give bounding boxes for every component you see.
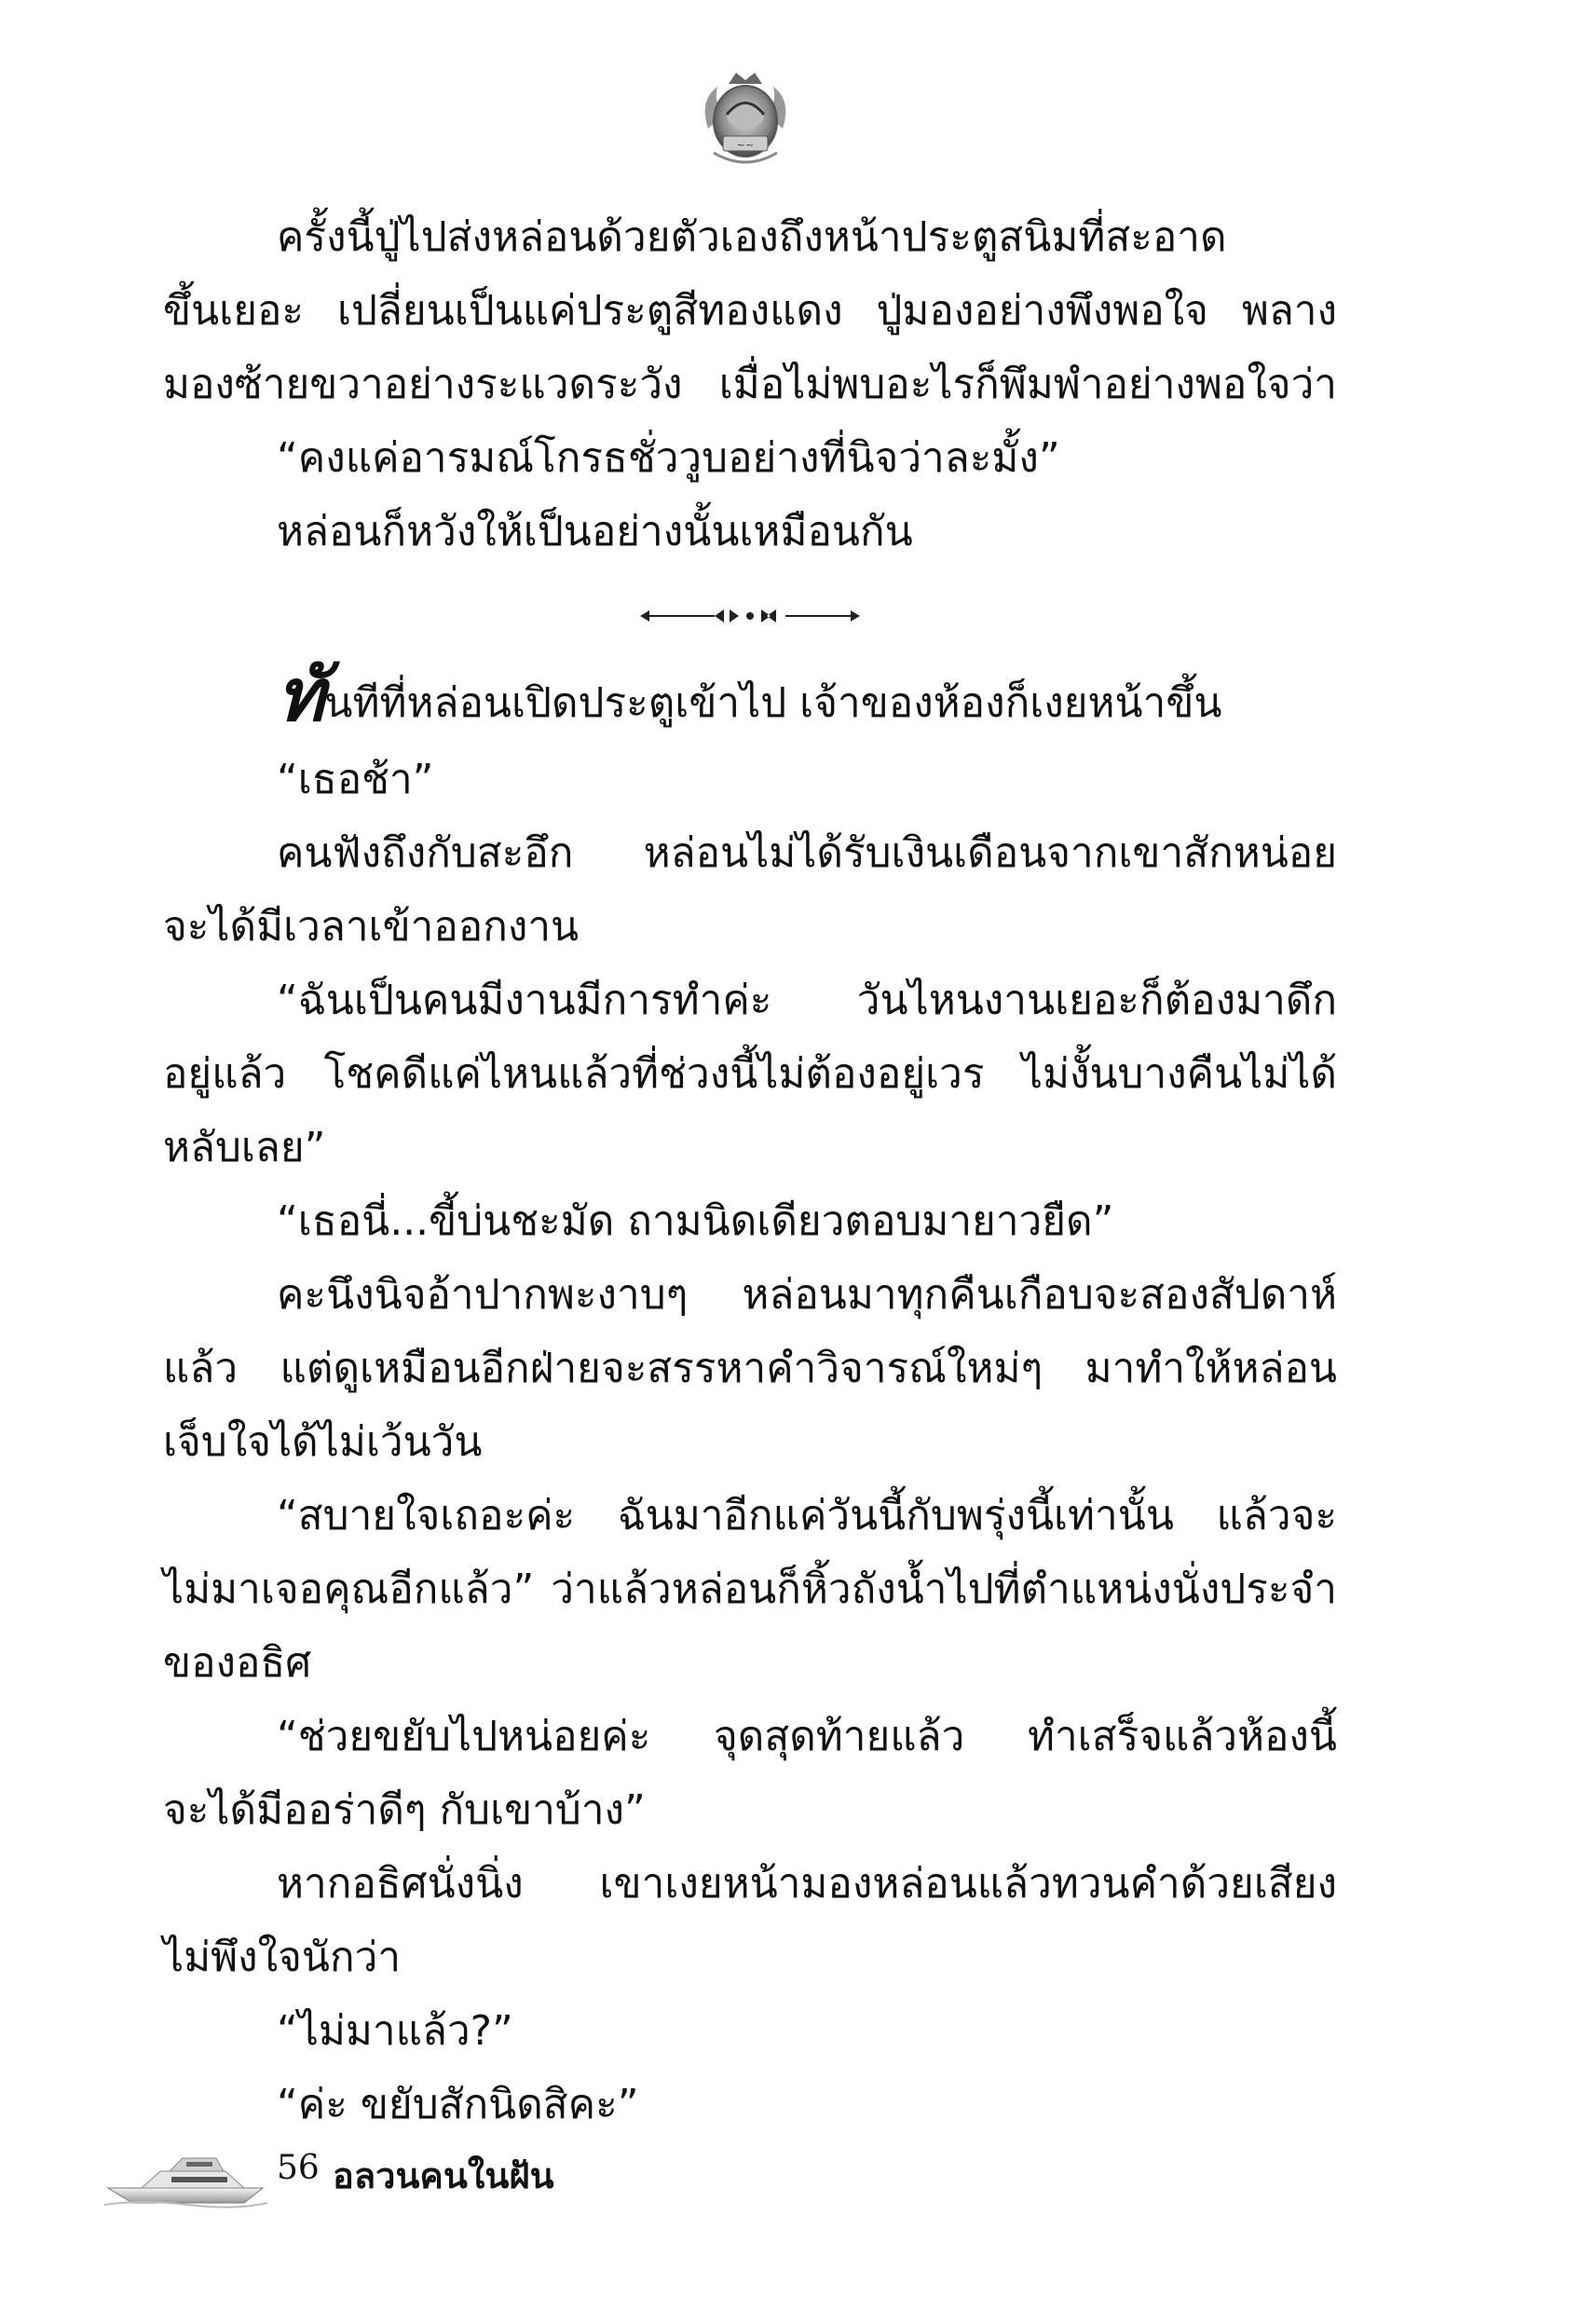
text-line: “ค่ะ ขยับสักนิดสิคะ” <box>277 2081 639 2128</box>
paragraph-block-2 <box>163 743 1337 2141</box>
drop-cap-letter: ทั <box>277 653 325 738</box>
paragraph-block-1 <box>163 200 1337 568</box>
text-line: ของอธิศ <box>163 1639 312 1687</box>
svg-text:~~: ~~ <box>736 139 755 151</box>
text-line: หากอธิศนั่งนิ่ง เขาเงยหน้ามองหล่อนแล้วทวนคำด้วยเสียง <box>277 1860 1337 1908</box>
ornament-divider <box>638 602 862 630</box>
text-line: อยู่แล้ว โชคดีแค่ไหนแล้วที่ช่วงนี้ไม่ต้องอยู่เวร ไม่งั้นบางคืนไม่ได้ <box>163 1050 1337 1098</box>
text-line: ครั้งนี้ปู่ไปส่งหล่อนด้วยตัวเองถึงหน้าประตูสนิมที่สะอาด <box>277 213 1227 261</box>
text-line: เจ็บใจได้ไม่เว้นวัน <box>163 1418 483 1466</box>
text-line: มองซ้ายขวาอย่างระแวดระวัง เมื่อไม่พบอะไรก็พึมพำอย่างพอใจว่า <box>163 361 1337 408</box>
text-line: หลับเลย” <box>163 1124 326 1171</box>
text-line: คะนึงนิจอ้าปากพะงาบๆ หล่อนมาทุกคืนเกือบจะสองสัปดาห์ <box>277 1271 1337 1319</box>
text-line: หล่อนก็หวังให้เป็นอย่างนั้นเหมือนกัน <box>277 508 913 555</box>
section-divider-row <box>163 568 1337 663</box>
text-line: จะได้มีเวลาเข้าออกงาน <box>163 903 580 950</box>
body-text <box>163 200 1337 2141</box>
text-line: “เธอช้า” <box>277 756 434 803</box>
text-line: “สบายใจเถอะค่ะ ฉันมาอีกแค่วันนี้กับพรุ่งนี้เท่านั้น แล้วจะ <box>277 1492 1337 1539</box>
text-line: ไม่มาเจอคุณอีกแล้ว” ว่าแล้วหล่อนก็หิ้วถังน้ำไปที่ตำแหน่งนั่งประจำ <box>163 1566 1337 1613</box>
text-line: “ช่วยขยับไปหน่อยค่ะ จุดสุดท้ายแล้ว ทำเสร็จแล้วห้องนี้ <box>277 1713 1337 1760</box>
text-line: คนฟังถึงกับสะอึก หล่อนไม่ได้รับเงินเดือนจากเขาสักหน่อย <box>277 829 1337 877</box>
text-line: “คงแค่อารมณ์โกรธชั่ววูบอย่างที่นิจว่าละมั้ง” <box>277 434 1060 482</box>
book-title: อลวนคนในฝัน <box>333 2155 554 2196</box>
text-line: ขึ้นเยอะ เปลี่ยนเป็นแค่ประตูสีทองแดง ปู่มองอย่างพึงพอใจ พลาง <box>163 287 1337 335</box>
text-line: ไม่พึงใจนักว่า <box>163 1934 402 1981</box>
yacht-icon <box>104 2134 267 2208</box>
dropcap-paragraph <box>163 653 1337 743</box>
publisher-crest-icon <box>689 63 801 175</box>
text-line: “เธอนี่...ขี้บ่นชะมัด ถามนิดเดียวตอบมายาวยืด” <box>277 1197 1114 1245</box>
text-line: จะได้มีออร่าดีๆ กับเขาบ้าง” <box>163 1786 646 1834</box>
text-line: แล้ว แต่ดูเหมือนอีกฝ่ายจะสรรหาคำวิจารณ์ใหม่ๆ มาทำให้หล่อน <box>163 1345 1337 1392</box>
text-line: “ฉันเป็นคนมีงานมีการทำค่ะ วันไหนงานเยอะก็ต้องมาดึก <box>277 977 1337 1024</box>
page-footer <box>104 2134 757 2208</box>
page-number: 56 <box>277 2149 320 2187</box>
dropcap-paragraph-text: นทีที่หล่อนเปิดประตูเข้าไป เจ้าของห้องก็เงยหน้าขึ้น <box>324 679 1222 727</box>
text-line: “ไม่มาแล้ว?” <box>277 2007 513 2055</box>
